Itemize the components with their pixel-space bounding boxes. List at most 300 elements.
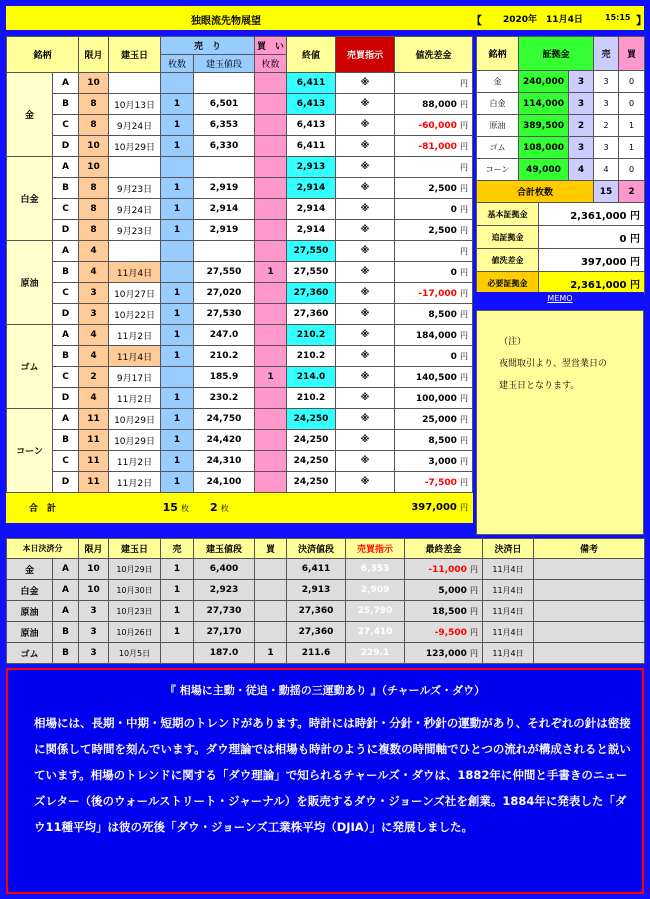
diff-value: 0 bbox=[450, 267, 457, 278]
closed-sell-qty: 1 bbox=[161, 559, 194, 580]
diff-value: 184,000 bbox=[415, 330, 457, 341]
diff-value: 8,500 bbox=[428, 435, 457, 446]
position-date: 9月24日 bbox=[109, 115, 161, 136]
buy-qty bbox=[255, 472, 287, 493]
contract-month: 8 bbox=[79, 178, 109, 199]
diff-cell bbox=[395, 136, 473, 157]
margin-buy-qty: 0 bbox=[619, 159, 645, 181]
table-row bbox=[7, 262, 473, 283]
contract-code: B bbox=[53, 94, 79, 115]
closed-col-name: 本日決済分 bbox=[7, 539, 79, 559]
position-date: 10月27日 bbox=[109, 283, 161, 304]
diff-value: 0 bbox=[450, 204, 457, 215]
closed-code: A bbox=[53, 559, 79, 580]
trade-signal: ※ bbox=[336, 157, 395, 178]
margin-total-qty: 4 bbox=[569, 159, 594, 181]
closed-col-buy: 買 bbox=[255, 539, 287, 559]
diff-cell bbox=[395, 115, 473, 136]
closed-row bbox=[7, 580, 645, 601]
table-row bbox=[7, 283, 473, 304]
diff-value: 2,500 bbox=[428, 183, 457, 194]
closed-col-date: 建玉日 bbox=[109, 539, 161, 559]
col-price: 建玉値段 bbox=[194, 55, 255, 73]
diff-cell bbox=[395, 178, 473, 199]
closed-date: 10月30日 bbox=[109, 580, 161, 601]
close-price: 24,250 bbox=[287, 430, 336, 451]
position-date: 9月24日 bbox=[109, 199, 161, 220]
memo-line-2: 建玉日となります。 bbox=[499, 381, 580, 391]
contract-code: C bbox=[53, 283, 79, 304]
bracket-left: 【 bbox=[471, 14, 482, 27]
margin-total-qty: 3 bbox=[569, 71, 594, 93]
contract-code: B bbox=[53, 262, 79, 283]
trade-signal: ※ bbox=[336, 136, 395, 157]
yen-unit: 円 bbox=[460, 288, 469, 298]
contract-month: 2 bbox=[79, 367, 109, 388]
position-price: 27,550 bbox=[194, 262, 255, 283]
close-price: 210.2 bbox=[287, 325, 336, 346]
closed-settle-date: 11月4日 bbox=[483, 601, 534, 622]
closed-price: 2,923 bbox=[194, 580, 255, 601]
diff-value: -60,000 bbox=[418, 120, 457, 131]
closed-settle-date: 11月4日 bbox=[483, 559, 534, 580]
diff-cell bbox=[395, 346, 473, 367]
closed-col-note: 備考 bbox=[534, 539, 645, 559]
position-date: 10月29日 bbox=[109, 430, 161, 451]
contract-code: D bbox=[53, 304, 79, 325]
sell-qty: 1 bbox=[161, 220, 194, 241]
closed-note bbox=[534, 580, 645, 601]
memo-link[interactable]: MEMO bbox=[476, 292, 644, 308]
position-price: 24,310 bbox=[194, 451, 255, 472]
trade-signal: ※ bbox=[336, 94, 395, 115]
yen-unit: 円 bbox=[460, 456, 469, 466]
margin-buy-qty: 0 bbox=[619, 71, 645, 93]
contract-month: 8 bbox=[79, 199, 109, 220]
buy-qty bbox=[255, 283, 287, 304]
diff-value: 8,500 bbox=[428, 309, 457, 320]
closed-final-cell bbox=[405, 601, 483, 622]
buy-qty bbox=[255, 115, 287, 136]
contract-code: A bbox=[53, 409, 79, 430]
side-col-buy: 買 bbox=[619, 37, 645, 71]
summary-label: 追証拠金 bbox=[477, 226, 539, 249]
diff-value: 140,500 bbox=[415, 372, 457, 383]
side-col-sell: 売 bbox=[594, 37, 619, 71]
sell-qty: 1 bbox=[161, 94, 194, 115]
contract-code: A bbox=[53, 73, 79, 94]
summary-value: 397,000 円 bbox=[539, 249, 645, 272]
margin-commodity: コーン bbox=[477, 159, 519, 181]
close-price: 210.2 bbox=[287, 388, 336, 409]
close-price: 27,360 bbox=[287, 283, 336, 304]
margin-sell-qty: 3 bbox=[594, 71, 619, 93]
trade-signal: ※ bbox=[336, 178, 395, 199]
position-price: 6,330 bbox=[194, 136, 255, 157]
diff-value: -17,000 bbox=[418, 288, 457, 299]
closed-signal: 27,410 bbox=[346, 622, 405, 643]
contract-code: B bbox=[53, 178, 79, 199]
position-price bbox=[194, 157, 255, 178]
sell-qty: 1 bbox=[161, 472, 194, 493]
closed-final-cell bbox=[405, 643, 483, 664]
contract-month: 11 bbox=[79, 451, 109, 472]
diff-cell bbox=[395, 388, 473, 409]
position-date: 11月4日 bbox=[109, 262, 161, 283]
closed-price: 187.0 bbox=[194, 643, 255, 664]
sell-qty bbox=[161, 262, 194, 283]
trade-signal: ※ bbox=[336, 115, 395, 136]
total-yen: 円 bbox=[460, 503, 469, 512]
trade-signal: ※ bbox=[336, 472, 395, 493]
margin-amount: 114,000 bbox=[519, 93, 569, 115]
position-price: 24,100 bbox=[194, 472, 255, 493]
contract-month: 8 bbox=[79, 220, 109, 241]
col-name: 銘柄 bbox=[7, 37, 79, 73]
closed-settle-price: 211.6 bbox=[287, 643, 346, 664]
buy-qty bbox=[255, 136, 287, 157]
contract-code: B bbox=[53, 346, 79, 367]
count-buy: 2 bbox=[619, 181, 645, 203]
position-date: 11月2日 bbox=[109, 325, 161, 346]
table-row bbox=[7, 136, 473, 157]
diff-value: 25,000 bbox=[422, 414, 457, 425]
margin-total-qty: 3 bbox=[569, 137, 594, 159]
contract-code: B bbox=[53, 430, 79, 451]
table-row bbox=[7, 94, 473, 115]
summary-row bbox=[477, 226, 645, 249]
contract-code: A bbox=[53, 325, 79, 346]
position-date bbox=[109, 157, 161, 178]
closed-row bbox=[7, 559, 645, 580]
yen-unit: 円 bbox=[460, 393, 469, 403]
memo-line-1: 夜間取引より、翌営業日の bbox=[499, 359, 608, 369]
position-date bbox=[109, 241, 161, 262]
sell-qty: 1 bbox=[161, 430, 194, 451]
sell-qty bbox=[161, 367, 194, 388]
position-price: 210.2 bbox=[194, 346, 255, 367]
close-price: 214.0 bbox=[287, 367, 336, 388]
col-sell: 売 り bbox=[161, 37, 255, 55]
yen-unit: 円 bbox=[460, 99, 469, 109]
position-price: 230.2 bbox=[194, 388, 255, 409]
yen-unit: 円 bbox=[460, 204, 469, 214]
closed-col-signal: 売買指示 bbox=[346, 539, 405, 559]
diff-value: -7,500 bbox=[424, 477, 457, 488]
sell-qty: 1 bbox=[161, 199, 194, 220]
closed-date: 10月29日 bbox=[109, 559, 161, 580]
yen-unit: 円 bbox=[470, 585, 478, 595]
total-buy: 2 bbox=[210, 501, 218, 514]
closed-month: 3 bbox=[79, 601, 109, 622]
closed-note bbox=[534, 601, 645, 622]
trade-signal: ※ bbox=[336, 409, 395, 430]
closed-sell-qty: 1 bbox=[161, 580, 194, 601]
contract-month: 4 bbox=[79, 346, 109, 367]
sell-qty: 1 bbox=[161, 409, 194, 430]
diff-cell bbox=[395, 94, 473, 115]
margin-buy-qty: 1 bbox=[619, 137, 645, 159]
trade-signal: ※ bbox=[336, 262, 395, 283]
closed-code: A bbox=[53, 601, 79, 622]
memo-box bbox=[476, 310, 644, 535]
closed-signal: 229.1 bbox=[346, 643, 405, 664]
col-close: 終値 bbox=[287, 37, 336, 73]
margin-amount: 49,000 bbox=[519, 159, 569, 181]
closed-price: 27,170 bbox=[194, 622, 255, 643]
margin-row bbox=[477, 137, 645, 159]
trade-signal: ※ bbox=[336, 73, 395, 94]
yen-unit: 円 bbox=[460, 225, 469, 235]
diff-cell bbox=[395, 220, 473, 241]
sell-qty: 1 bbox=[161, 325, 194, 346]
yen-unit: 円 bbox=[460, 435, 469, 445]
position-price: 27,020 bbox=[194, 283, 255, 304]
margin-row bbox=[477, 71, 645, 93]
table-row bbox=[7, 73, 473, 94]
diff-cell bbox=[395, 367, 473, 388]
close-price: 2,914 bbox=[287, 220, 336, 241]
position-date: 11月2日 bbox=[109, 451, 161, 472]
buy-qty bbox=[255, 73, 287, 94]
diff-cell bbox=[395, 430, 473, 451]
close-price: 2,914 bbox=[287, 178, 336, 199]
closed-sell-qty: 1 bbox=[161, 622, 194, 643]
buy-qty bbox=[255, 94, 287, 115]
closed-final-value: 123,000 bbox=[425, 648, 467, 659]
closed-buy-qty bbox=[255, 622, 287, 643]
summary-label: 基本証拠金 bbox=[477, 203, 539, 226]
closed-final-value: 5,000 bbox=[438, 585, 467, 596]
closed-positions-table bbox=[6, 538, 645, 664]
article-body: 相場には、長期・中期・短期のトレンドがあります。時計には時針・分針・秒針の運動があり、それぞれの針は密接に関係して時間を刻んでいます。ダウ理論では相場も時計のように複数の時間軸でひとつの流れが構成されると説いています。相場のトレンドに関する「ダウ理論」で知られるチャールズ・ダウは、1882年に仲間と手書きのニューズレター（後のウォールストリート・ジャーナル）を販売するダウ・ジョーンズ社を創業。1884年に発表した「ダウ11種平均」は彼の死後「ダウ・ジョーンズ工業株平均（DJIA）」に発展しました。 bbox=[34, 716, 631, 834]
closed-price: 6,400 bbox=[194, 559, 255, 580]
yen-unit: 円 bbox=[470, 564, 478, 574]
total-diff: 397,000 bbox=[411, 502, 457, 513]
contract-month: 4 bbox=[79, 388, 109, 409]
commodity-name: ゴム bbox=[7, 325, 53, 409]
buy-qty bbox=[255, 241, 287, 262]
buy-qty bbox=[255, 409, 287, 430]
closed-signal: 25,790 bbox=[346, 601, 405, 622]
closed-date: 10月23日 bbox=[109, 601, 161, 622]
closed-date: 10月26日 bbox=[109, 622, 161, 643]
memo-title: （注） bbox=[499, 337, 527, 347]
buy-qty bbox=[255, 157, 287, 178]
closed-row bbox=[7, 622, 645, 643]
closed-final-value: 18,500 bbox=[432, 606, 467, 617]
summary-value: 2,361,000 円 bbox=[539, 272, 645, 295]
summary-label: 値洗差金 bbox=[477, 249, 539, 272]
close-price: 6,413 bbox=[287, 94, 336, 115]
commodity-name: 原油 bbox=[7, 241, 53, 325]
buy-qty bbox=[255, 199, 287, 220]
margin-amount: 389,500 bbox=[519, 115, 569, 137]
table-row bbox=[7, 199, 473, 220]
side-col-margin: 証拠金 bbox=[519, 37, 594, 71]
closed-signal: 6,353 bbox=[346, 559, 405, 580]
sell-qty: 1 bbox=[161, 346, 194, 367]
position-date: 11月4日 bbox=[109, 346, 161, 367]
closed-code: B bbox=[53, 622, 79, 643]
closed-commodity: 金 bbox=[7, 559, 53, 580]
closed-commodity: 原油 bbox=[7, 622, 53, 643]
diff-value: 100,000 bbox=[415, 393, 457, 404]
sell-qty: 1 bbox=[161, 451, 194, 472]
header-time: 15:15 bbox=[605, 13, 631, 22]
closed-buy-qty: 1 bbox=[255, 643, 287, 664]
close-price: 24,250 bbox=[287, 409, 336, 430]
margin-amount: 240,000 bbox=[519, 71, 569, 93]
yen-unit: 円 bbox=[460, 414, 469, 424]
margin-row bbox=[477, 159, 645, 181]
buy-qty: 1 bbox=[255, 262, 287, 283]
margin-row bbox=[477, 93, 645, 115]
closed-col-sell: 売 bbox=[161, 539, 194, 559]
closed-col-settle: 決済値段 bbox=[287, 539, 346, 559]
closed-row bbox=[7, 643, 645, 664]
diff-value: 88,000 bbox=[422, 99, 457, 110]
diff-value: 3,000 bbox=[428, 456, 457, 467]
page-title: 独眼流先物展望 bbox=[191, 16, 261, 27]
closed-signal: 2,909 bbox=[346, 580, 405, 601]
closed-final-cell bbox=[405, 559, 483, 580]
closed-final-value: -11,000 bbox=[428, 564, 467, 575]
table-row bbox=[7, 346, 473, 367]
position-date: 10月29日 bbox=[109, 136, 161, 157]
col-signal: 売買指示 bbox=[336, 37, 395, 73]
contract-code: C bbox=[53, 451, 79, 472]
diff-cell bbox=[395, 73, 473, 94]
bracket-right: 】 bbox=[636, 14, 647, 27]
trade-signal: ※ bbox=[336, 388, 395, 409]
side-col-name: 銘柄 bbox=[477, 37, 519, 71]
margin-sell-qty: 4 bbox=[594, 159, 619, 181]
buy-qty bbox=[255, 304, 287, 325]
closed-settle-date: 11月4日 bbox=[483, 622, 534, 643]
diff-cell bbox=[395, 325, 473, 346]
yen-unit: 円 bbox=[460, 372, 469, 382]
closed-buy-qty bbox=[255, 580, 287, 601]
table-row bbox=[7, 178, 473, 199]
closed-month: 3 bbox=[79, 643, 109, 664]
sell-qty: 1 bbox=[161, 304, 194, 325]
yen-unit: 円 bbox=[470, 627, 478, 637]
diff-value: 2,500 bbox=[428, 225, 457, 236]
diff-cell bbox=[395, 262, 473, 283]
sell-qty: 1 bbox=[161, 388, 194, 409]
col-buy-qty: 枚数 bbox=[255, 55, 287, 73]
contract-month: 8 bbox=[79, 94, 109, 115]
table-row bbox=[7, 409, 473, 430]
summary-label: 必要証拠金 bbox=[477, 272, 539, 295]
closed-col-settle-date: 決済日 bbox=[483, 539, 534, 559]
closed-settle-date: 11月4日 bbox=[483, 580, 534, 601]
closed-note bbox=[534, 559, 645, 580]
table-row bbox=[7, 157, 473, 178]
position-price: 2,914 bbox=[194, 199, 255, 220]
total-sell-unit: 枚 bbox=[181, 504, 190, 513]
closed-note bbox=[534, 622, 645, 643]
contract-month: 4 bbox=[79, 262, 109, 283]
close-price: 24,250 bbox=[287, 472, 336, 493]
sell-qty: 1 bbox=[161, 115, 194, 136]
contract-code: D bbox=[53, 220, 79, 241]
position-price: 27,530 bbox=[194, 304, 255, 325]
diff-cell bbox=[395, 472, 473, 493]
trade-signal: ※ bbox=[336, 325, 395, 346]
buy-qty bbox=[255, 388, 287, 409]
yen-unit: 円 bbox=[470, 606, 478, 616]
close-price: 2,913 bbox=[287, 157, 336, 178]
table-row bbox=[7, 304, 473, 325]
trade-signal: ※ bbox=[336, 430, 395, 451]
total-sell: 15 bbox=[162, 501, 178, 514]
margin-table bbox=[476, 36, 645, 203]
table-row bbox=[7, 115, 473, 136]
buy-qty bbox=[255, 178, 287, 199]
commodity-name: 白金 bbox=[7, 157, 53, 241]
diff-cell bbox=[395, 451, 473, 472]
closed-row bbox=[7, 601, 645, 622]
buy-qty bbox=[255, 346, 287, 367]
close-price: 6,411 bbox=[287, 136, 336, 157]
sell-qty: 1 bbox=[161, 178, 194, 199]
position-price: 2,919 bbox=[194, 178, 255, 199]
trade-signal: ※ bbox=[336, 451, 395, 472]
margin-sell-qty: 3 bbox=[594, 93, 619, 115]
yen-unit: 円 bbox=[460, 351, 469, 361]
summary-row bbox=[477, 249, 645, 272]
margin-total-qty: 2 bbox=[569, 115, 594, 137]
yen-unit: 円 bbox=[460, 120, 469, 130]
close-price: 2,914 bbox=[287, 199, 336, 220]
contract-code: C bbox=[53, 199, 79, 220]
position-date: 11月2日 bbox=[109, 472, 161, 493]
trade-signal: ※ bbox=[336, 283, 395, 304]
position-price: 6,501 bbox=[194, 94, 255, 115]
col-month: 限月 bbox=[79, 37, 109, 73]
contract-month: 10 bbox=[79, 73, 109, 94]
margin-summary bbox=[476, 202, 645, 295]
contract-month: 8 bbox=[79, 115, 109, 136]
summary-value: 0 円 bbox=[539, 226, 645, 249]
margin-commodity: ゴム bbox=[477, 137, 519, 159]
closed-sell-qty bbox=[161, 643, 194, 664]
close-price: 27,360 bbox=[287, 304, 336, 325]
total-buy-unit: 枚 bbox=[220, 504, 229, 513]
closed-month: 10 bbox=[79, 580, 109, 601]
margin-amount: 108,000 bbox=[519, 137, 569, 159]
closed-buy-qty bbox=[255, 601, 287, 622]
yen-unit: 円 bbox=[460, 309, 469, 319]
diff-value: -81,000 bbox=[418, 141, 457, 152]
yen-unit: 円 bbox=[460, 330, 469, 340]
margin-total-qty: 3 bbox=[569, 93, 594, 115]
trade-signal: ※ bbox=[336, 241, 395, 262]
total-label: 合 計 bbox=[7, 493, 79, 523]
sell-qty: 1 bbox=[161, 136, 194, 157]
position-price: 24,750 bbox=[194, 409, 255, 430]
closed-commodity: ゴム bbox=[7, 643, 53, 664]
contract-month: 11 bbox=[79, 409, 109, 430]
position-price bbox=[194, 241, 255, 262]
trade-signal: ※ bbox=[336, 346, 395, 367]
closed-month: 3 bbox=[79, 622, 109, 643]
commodity-name: コーン bbox=[7, 409, 53, 493]
margin-row bbox=[477, 115, 645, 137]
yen-unit: 円 bbox=[460, 246, 469, 256]
